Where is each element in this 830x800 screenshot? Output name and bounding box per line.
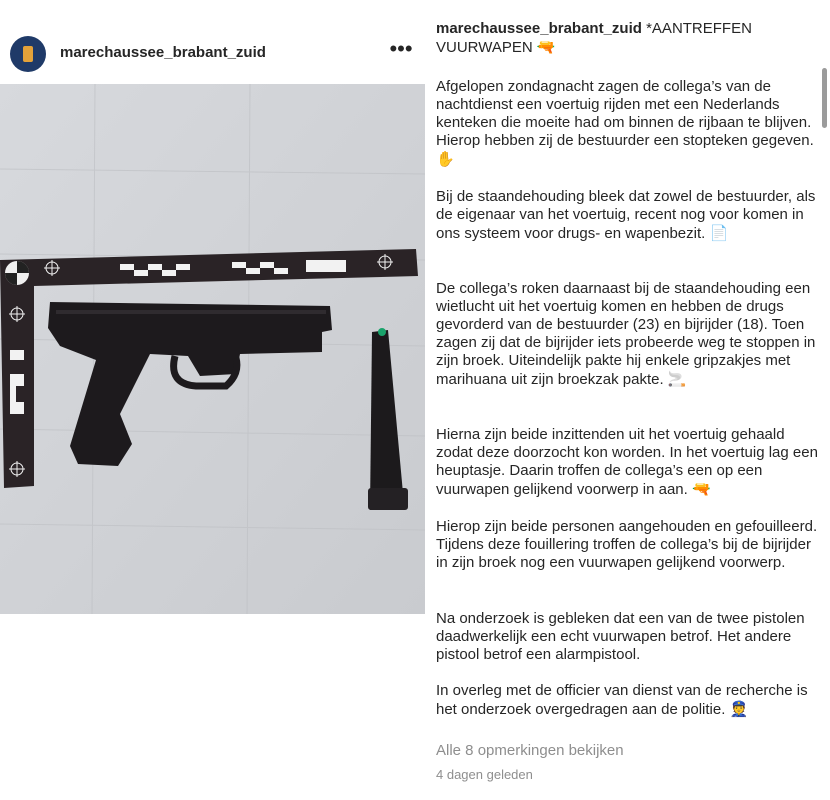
- scrollbar[interactable]: [822, 68, 827, 128]
- caption-paragraph: [436, 78, 818, 169]
- photo-illustration: [0, 84, 425, 614]
- caption-username[interactable]: marechaussee_brabant_zuid: [436, 20, 642, 37]
- caption-title-text: *AANTREFFEN VUURWAPEN: [436, 20, 752, 56]
- paragraph-text: De collega’s roken daarnaast bij de staandehouding een wietlucht uit het voertuig komen en hebben de drugs gevorderd van de bestuurder (23) en bijrijder (18). Toen zagen zij dat de bijrijder iets probeerde weg te stoppen in zijn broek. Uiteindelijk pakte hij enkele gripzakjes met marihuana uit zijn broekzak pakte.: [436, 280, 816, 388]
- post-timestamp[interactable]: 4 dagen geleden: [436, 767, 533, 782]
- paragraph-text: In overleg met de officier van dienst van de recherche is het onderzoek overgedragen aan de politie.: [436, 682, 808, 718]
- paragraph-text: Hierna zijn beide inzittenden uit het voertuig gehaald zodat deze doorzocht kon worden. In het voertuig lag een heuptasje. Daarin troffen de collega’s een op een vuurwapen gelijkend voorwerp in aan.: [436, 426, 818, 498]
- police-officer-icon: 👮: [729, 700, 749, 718]
- avatar[interactable]: [10, 36, 46, 72]
- document-icon: 📄: [709, 224, 729, 242]
- caption-title: [436, 20, 816, 57]
- paragraph-text: Hierop zijn beide personen aangehouden en gefouilleerd. Tijdens deze fouillering troffen de collega’s bij de bijrijder in zijn broek nog een vuurwapen gelijkend voorwerp.: [436, 518, 818, 571]
- water-pistol-icon: 🔫: [536, 38, 556, 56]
- paragraph-text: Bij de staandehouding bleek dat zowel de bestuurder, als de eigenaar van het voertuig, recent nog voor komen in ons systeem voor drugs- en wapenbezit.: [436, 188, 816, 242]
- username-link[interactable]: marechaussee_brabant_zuid: [60, 44, 266, 61]
- caption-paragraph: [436, 682, 818, 719]
- paragraph-text: Na onderzoek is gebleken dat een van de twee pistolen daadwerkelijk een echt vuurwapen betrof. Het andere pistool betrof een alarmpistool.: [436, 610, 805, 663]
- cigarette-icon: 🚬: [667, 370, 687, 388]
- paragraph-text: Afgelopen zondagnacht zagen de collega’s van de nachtdienst een voertuig rijden met een Nederlands kenteken die moeite had om binnen de rijbaan te blijven. Hierop hebben zij de bestuurder een stopteken gegeven.: [436, 78, 814, 149]
- more-options-icon[interactable]: •••: [389, 36, 413, 61]
- post-photo[interactable]: [0, 84, 425, 614]
- hand-icon: ✋: [436, 150, 455, 168]
- post-header: [0, 0, 425, 82]
- caption-paragraph: [436, 518, 818, 572]
- avatar-logo-icon: [23, 46, 33, 62]
- caption-paragraph: [436, 188, 818, 243]
- water-pistol-icon: 🔫: [692, 480, 711, 498]
- caption-paragraph: [436, 280, 818, 389]
- view-all-comments-link[interactable]: Alle 8 opmerkingen bekijken: [436, 742, 624, 759]
- caption-paragraph: [436, 426, 818, 499]
- caption-paragraph: [436, 610, 818, 664]
